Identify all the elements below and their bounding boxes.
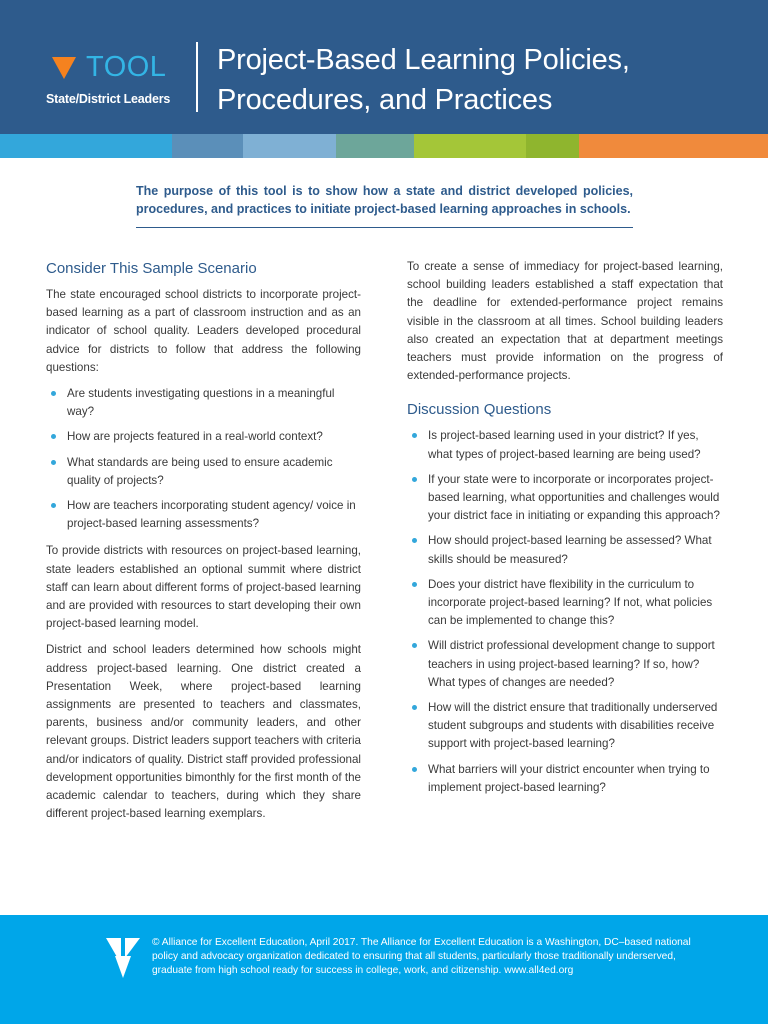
scenario-heading: Consider This Sample Scenario — [46, 260, 257, 277]
bullet-icon — [412, 705, 417, 710]
left-column — [46, 258, 361, 831]
bullet-icon — [412, 643, 417, 648]
list-item: Are students investigating questions in a meaningful way? — [46, 385, 361, 421]
color-stripe-segment — [336, 134, 414, 158]
list-item: How will the district ensure that traditionally underserved student subgroups and students with disabilities receive support with project-based learning? — [407, 699, 723, 754]
color-stripe-segment — [414, 134, 526, 158]
scenario-question-list — [46, 385, 361, 533]
list-item: If your state were to incorporate or incorporates project-based learning, what opportunities and challenges would your district face in initiating or expanding this approach? — [407, 471, 723, 526]
footer-copyright: © Alliance for Excellent Education, April 2017. The Alliance for Excellent Education is a Washington, DC–based national policy and advocacy organization dedicated to ensuring that all students, particularly those traditionally underserved, graduate from high school ready for success in college, work, and citizenship. www.all4ed.org — [152, 937, 691, 976]
color-stripe-segment — [0, 134, 172, 158]
list-item: How are teachers incorporating student agency/ voice in project-based learning assessments? — [46, 497, 361, 533]
list-item: How should project-based learning be assessed? What skills should be measured? — [407, 532, 723, 568]
intro-statement: The purpose of this tool is to show how a state and district developed policies, procedures, and practices to initiate project-based learning approaches in schools. — [136, 184, 633, 216]
bullet-icon — [412, 767, 417, 772]
bullet-icon — [51, 503, 56, 508]
scenario-paragraph-4: To create a sense of immediacy for project-based learning, school building leaders established a staff expectation that the deadline for extended-performance project remains visible in the classroom at all times. School building leaders also created an expectation that at department meetings teachers must provide information on the progress of extended-performance projects. — [407, 260, 723, 383]
color-stripe-segment — [526, 134, 579, 158]
list-item: Will district professional development change to support teachers in using project-based learning? If so, how? What types of changes are needed? — [407, 637, 723, 692]
list-item: What standards are being used to ensure academic quality of projects? — [46, 454, 361, 490]
list-item: What barriers will your district encounter when trying to implement project-based learning? — [407, 761, 723, 797]
right-column — [407, 258, 723, 806]
discussion-heading: Discussion Questions — [407, 401, 552, 419]
discussion-question-list — [407, 427, 723, 797]
color-stripe-segment — [243, 134, 336, 158]
triangle-logo-icon — [52, 57, 76, 79]
list-item: Is project-based learning used in your district? If yes, what types of project-based learning are being used? — [407, 427, 723, 463]
color-stripe-segment — [579, 134, 768, 158]
audience-label: State/District Leaders — [46, 92, 171, 106]
bullet-icon — [412, 582, 417, 587]
bullet-icon — [412, 477, 417, 482]
alliance-logo-icon — [106, 938, 140, 978]
page-title-line-2: Procedures, and Practices — [217, 84, 553, 116]
page-title-line-1: Project-Based Learning Policies, — [217, 44, 630, 76]
scenario-paragraph-3: District and school leaders determined how schools might address project-based learning. One district created a Presentation Week, where project-based learning assignments are presented to teachers and classmates, parents, business and/or community leaders, and other relevant groups. District leaders support teachers with criteria and/or indicators of quality. District staff provided professional development opportunities bimonthly for the first month of the academic calendar to teachers, during which they share different project-based learning exemplars. — [46, 643, 361, 821]
bullet-icon — [51, 434, 56, 439]
scenario-paragraph-2: To provide districts with resources on project-based learning, state leaders established an optional summit where district staff can learn about different forms of project-based learning and are provided with resources to start developing their own project-based learning model. — [46, 544, 361, 631]
bullet-icon — [51, 391, 56, 396]
list-item: How are projects featured in a real-world context? — [46, 428, 361, 446]
color-stripe-segment — [172, 134, 243, 158]
scenario-paragraph-1: The state encouraged school districts to incorporate project-based learning as a part of classroom instruction and as an indicator of school quality. Leaders developed procedural advice for districts to follow that address the following questions: — [46, 288, 361, 374]
bullet-icon — [412, 433, 417, 438]
tool-label: TOOL — [86, 51, 167, 83]
list-item: Does your district have flexibility in the curriculum to incorporate project-based learning? If not, what policies can be implemented to change this? — [407, 576, 723, 631]
header-divider — [196, 42, 198, 112]
page-title — [217, 40, 757, 120]
intro-divider — [136, 227, 633, 228]
bullet-icon — [51, 460, 56, 465]
bullet-icon — [412, 538, 417, 543]
